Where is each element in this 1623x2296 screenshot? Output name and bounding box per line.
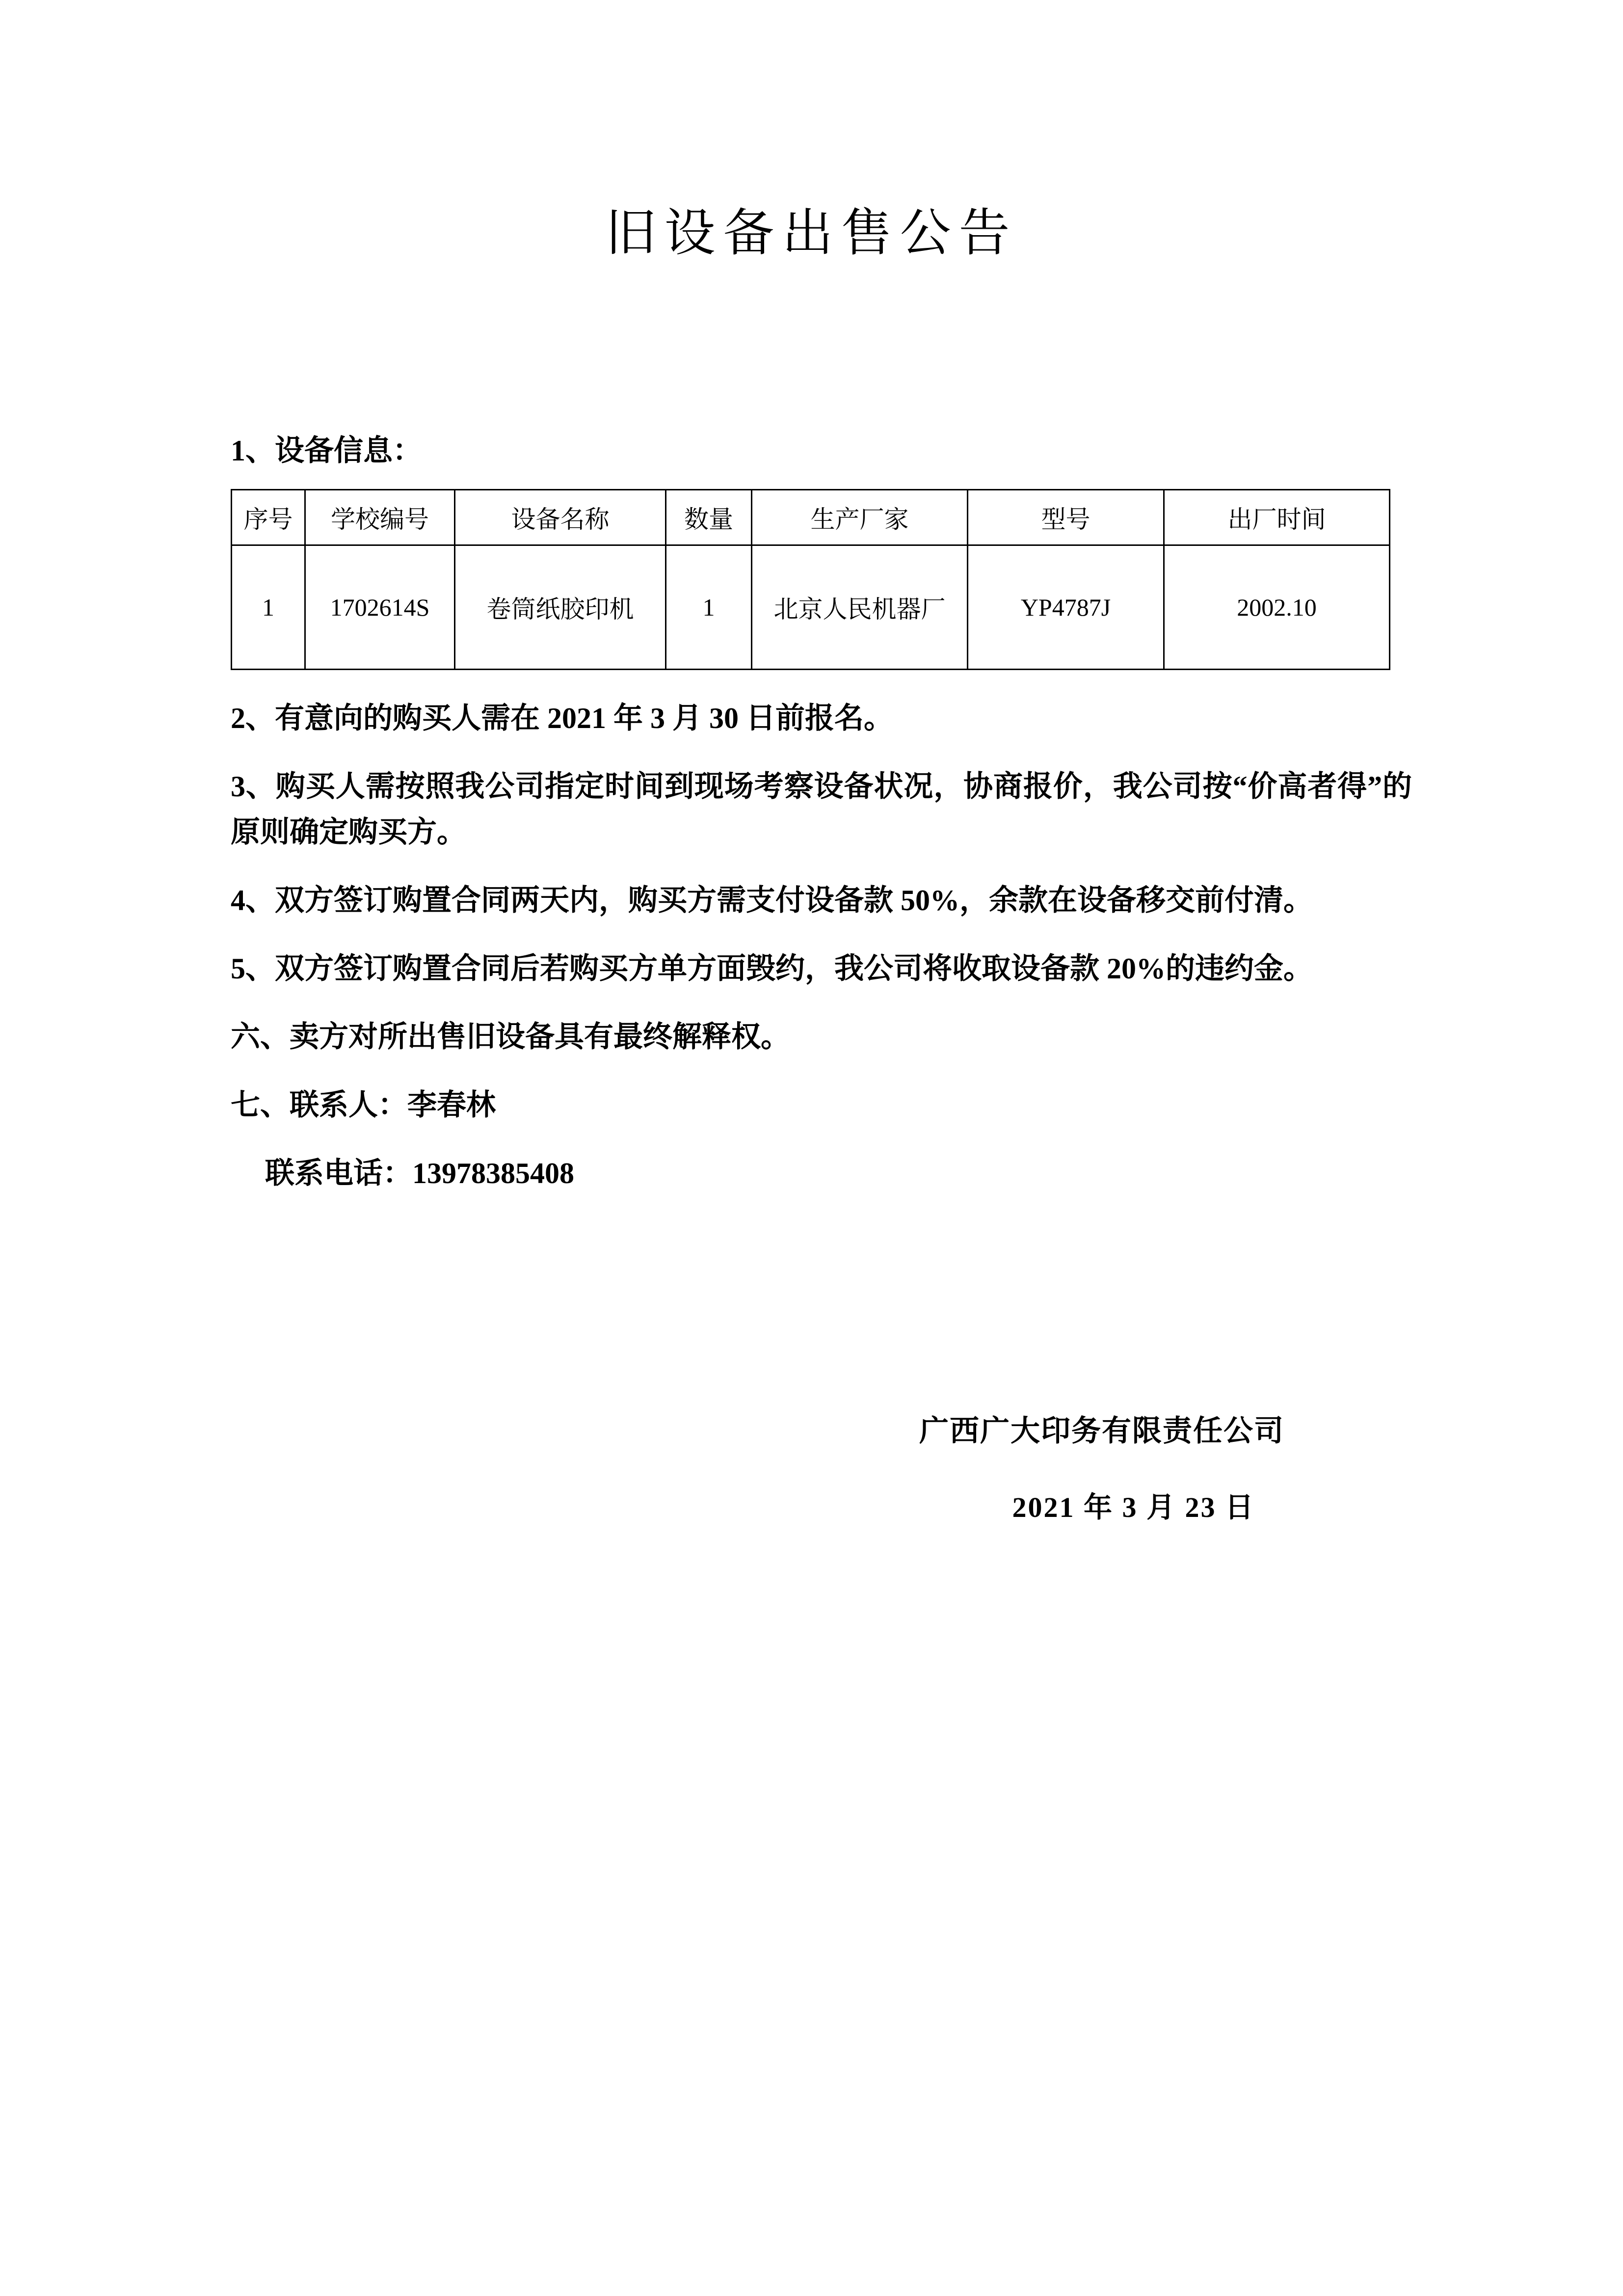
table-cell: 北京人民机器厂: [752, 545, 968, 670]
clause-3: 3、购买人需按照我公司指定时间到现场考察设备状况，协商报价，我公司按“价高者得”的原则确定购买方。: [231, 770, 1412, 848]
document-date: 2021 年 3 月 23 日: [1012, 1491, 1255, 1523]
table-header-row: [232, 490, 1390, 545]
clause-7-contact-person: 七、联系人：李春林: [231, 1089, 496, 1121]
table-header-cell: 学校编号: [305, 490, 455, 545]
table-header-cell: 数量: [666, 490, 752, 545]
equipment-table: [231, 489, 1390, 670]
table-cell: 2002.10: [1164, 545, 1390, 670]
company-name: 广西广大印务有限责任公司: [919, 1415, 1284, 1447]
table-cell: 1: [232, 545, 305, 670]
table-header-cell: 序号: [232, 490, 305, 545]
contact-phone: 联系电话：13978385408: [265, 1157, 574, 1189]
table-cell: 1702614S: [305, 545, 455, 670]
page-title: 旧设备出售公告: [605, 205, 1018, 262]
table-cell: 卷筒纸胶印机: [455, 545, 666, 670]
document-body: [0, 265, 1623, 1525]
clause-6: 六、卖方对所出售旧设备具有最终解释权。: [231, 1021, 790, 1053]
table-cell: 1: [666, 545, 752, 670]
table-row: [232, 545, 1390, 670]
table-cell: YP4787J: [968, 545, 1164, 670]
table-header-cell: 型号: [968, 490, 1164, 545]
section-heading-equipment-info: 1、设备信息：: [231, 434, 422, 467]
clause-4: 4、双方签订购置合同两天内，购买方需支付设备款 50%，余款在设备移交前付清。: [231, 884, 1313, 917]
table-header-cell: 出厂时间: [1164, 490, 1390, 545]
table-header-cell: 生产厂家: [752, 490, 968, 545]
signature-block: [231, 1407, 1412, 1525]
clause-5: 5、双方签订购置合同后若购买方单方面毁约，我公司将收取设备款 20%的违约金。: [231, 952, 1313, 985]
table-header-cell: 设备名称: [455, 490, 666, 545]
clause-2: 2、有意向的购买人需在 2021 年 3 月 30 日前报名。: [231, 702, 893, 734]
